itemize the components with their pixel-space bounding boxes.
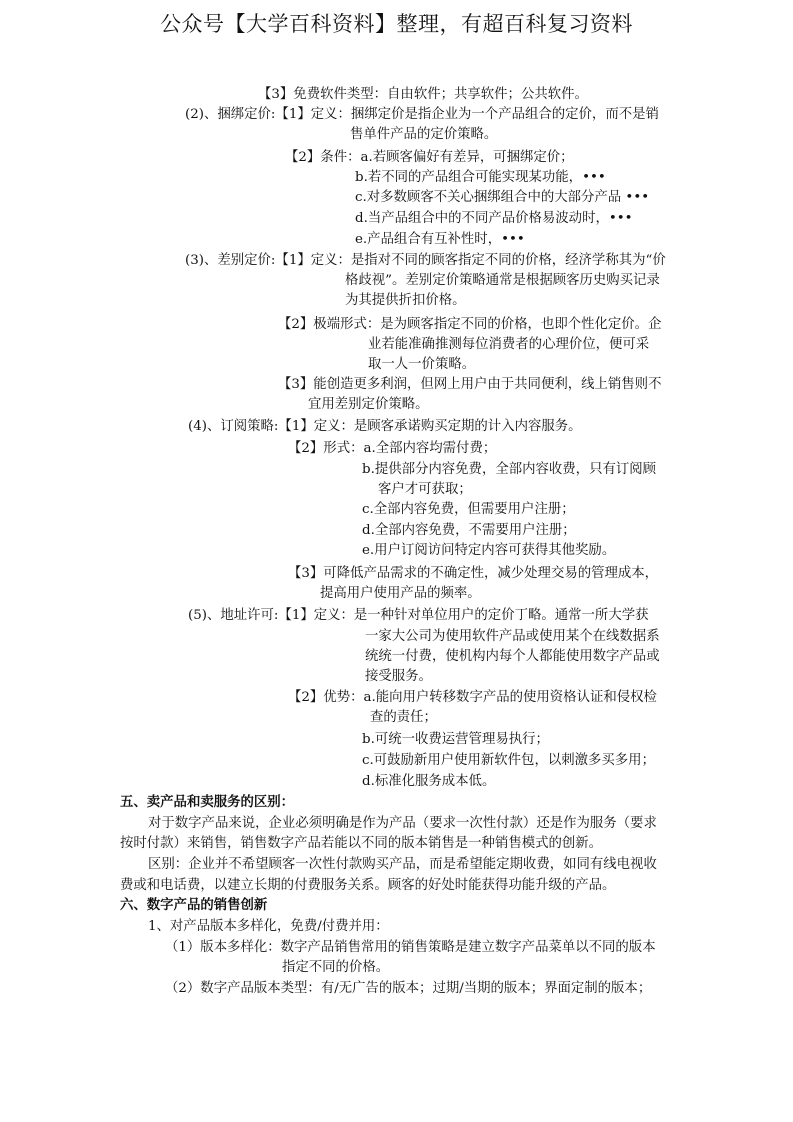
text-line: 客户才可获取；	[378, 482, 472, 497]
text-line: (3)、差别定价:【1】定义：是指对不同的顾客指定不同的价格，经济学称其为“价	[185, 253, 666, 268]
text-line: 为其提供折扣价格。	[345, 293, 466, 308]
text-line: 【3】能创造更多利润，但网上用户由于共同便利，线上销售则不	[278, 377, 662, 392]
text-line: 接受服务。	[365, 669, 432, 684]
text-line: 【3】可降低产品需求的不确定性，减少处理交易的管理成本，	[288, 566, 659, 581]
text-line: 1、对产品版本多样化，免费/付费并用：	[148, 919, 389, 934]
text-line: 区别：企业并不希望顾客一次性付款购买产品，而是希望能定期收费，如同有线电视收	[148, 857, 657, 872]
text-line: 【2】极端形式：是为顾客指定不同的价格，也即个性化定价。企	[278, 317, 662, 332]
text-line: e.用户订阅访问特定内容可获得其他奖励。	[362, 543, 616, 558]
text-line: d.标准化服务成本低。	[362, 774, 496, 789]
text-line: 【2】条件：a.若顾客偏好有差异，可捆绑定价；	[285, 150, 574, 165]
text-line: e.产品组合有互补性时，•••	[355, 232, 525, 247]
text-line: 售单件产品的定价策略。	[350, 127, 498, 142]
text-line: 一家大公司为使用软件产品或使用某个在线数据系	[365, 629, 660, 644]
text-line: b.可统一收费运营管理易执行；	[362, 732, 549, 747]
text-line: (2)、捆绑定价:【1】定义：捆绑定价是指企业为一个产品组合的定价，而不是销	[185, 107, 659, 122]
text-line: (4)、订阅策略:【1】定义：是顾客承诺购买定期的计入内容服务。	[188, 419, 582, 434]
text-line: （1）版本多样化：数字产品销售常用的销售策略是建立数字产品菜单以不同的版本	[165, 940, 656, 955]
text-line: c.对多数顾客不关心捆绑组合中的大部分产品 •••	[355, 190, 650, 205]
section-heading: 五、卖产品和卖服务的区别：	[120, 795, 295, 810]
text-line: 指定不同的价格。	[282, 960, 390, 975]
page-header: 公众号【大学百科资料】整理，有超百科复习资料	[160, 12, 633, 36]
text-line: 查的责任；	[370, 710, 437, 725]
text-line: b.提供部分内容免费，全部内容收费，只有订阅顾	[362, 462, 657, 477]
text-line: 格歧视”。差别定价策略通常是根据顾客历史购买记录	[345, 273, 660, 288]
text-line: 统统一付费，使机构内每个人都能使用数字产品或	[365, 649, 660, 664]
text-line: c.可鼓励新用户使用新软件包，以刺激多买多用；	[362, 753, 655, 768]
text-line: 费或和电话费，以建立长期的付费服务关系。顾客的好处时能获得功能升级的产品。	[120, 878, 616, 893]
section-heading: 六、数字产品的销售创新	[120, 898, 268, 913]
text-line: 提高用户使用产品的频率。	[320, 586, 481, 601]
text-line: 对于数字产品来说，企业必须明确是作为产品（要求一次性付款）还是作为服务（要求	[148, 816, 657, 831]
text-line: c.全部内容免费，但需要用户注册；	[362, 502, 575, 517]
text-line: 按时付款）来销售，销售数字产品若能以不同的版本销售是一种销售模式的创新。	[120, 836, 603, 851]
text-line: (5)、地址许可:【1】定义：是一种针对单位用户的定价丁略。通常一所大学获	[188, 608, 649, 623]
text-line: 【2】优势：a.能向用户转移数字产品的使用资格认证和侵权检	[288, 690, 657, 705]
text-line: 取一人一价策略。	[368, 357, 476, 372]
text-line: d.全部内容免费，不需要用户注册；	[362, 523, 576, 538]
text-line: 【2】形式：a.全部内容均需付费；	[288, 441, 497, 456]
text-line: 宜用差别定价策略。	[308, 397, 429, 412]
text-line: b.若不同的产品组合可能实现某功能，•••	[355, 170, 606, 185]
text-line: d.当产品组合中的不同产品价格易波动时，•••	[355, 211, 633, 226]
text-line: 【3】免费软件类型：自由软件；共享软件；公共软件。	[258, 87, 588, 102]
text-line: （2）数字产品版本类型：有/无广告的版本；过期/当期的版本；界面定制的版本；	[165, 981, 652, 996]
text-line: 业若能准确推测每位消费者的心理价位，便可采	[368, 337, 650, 352]
